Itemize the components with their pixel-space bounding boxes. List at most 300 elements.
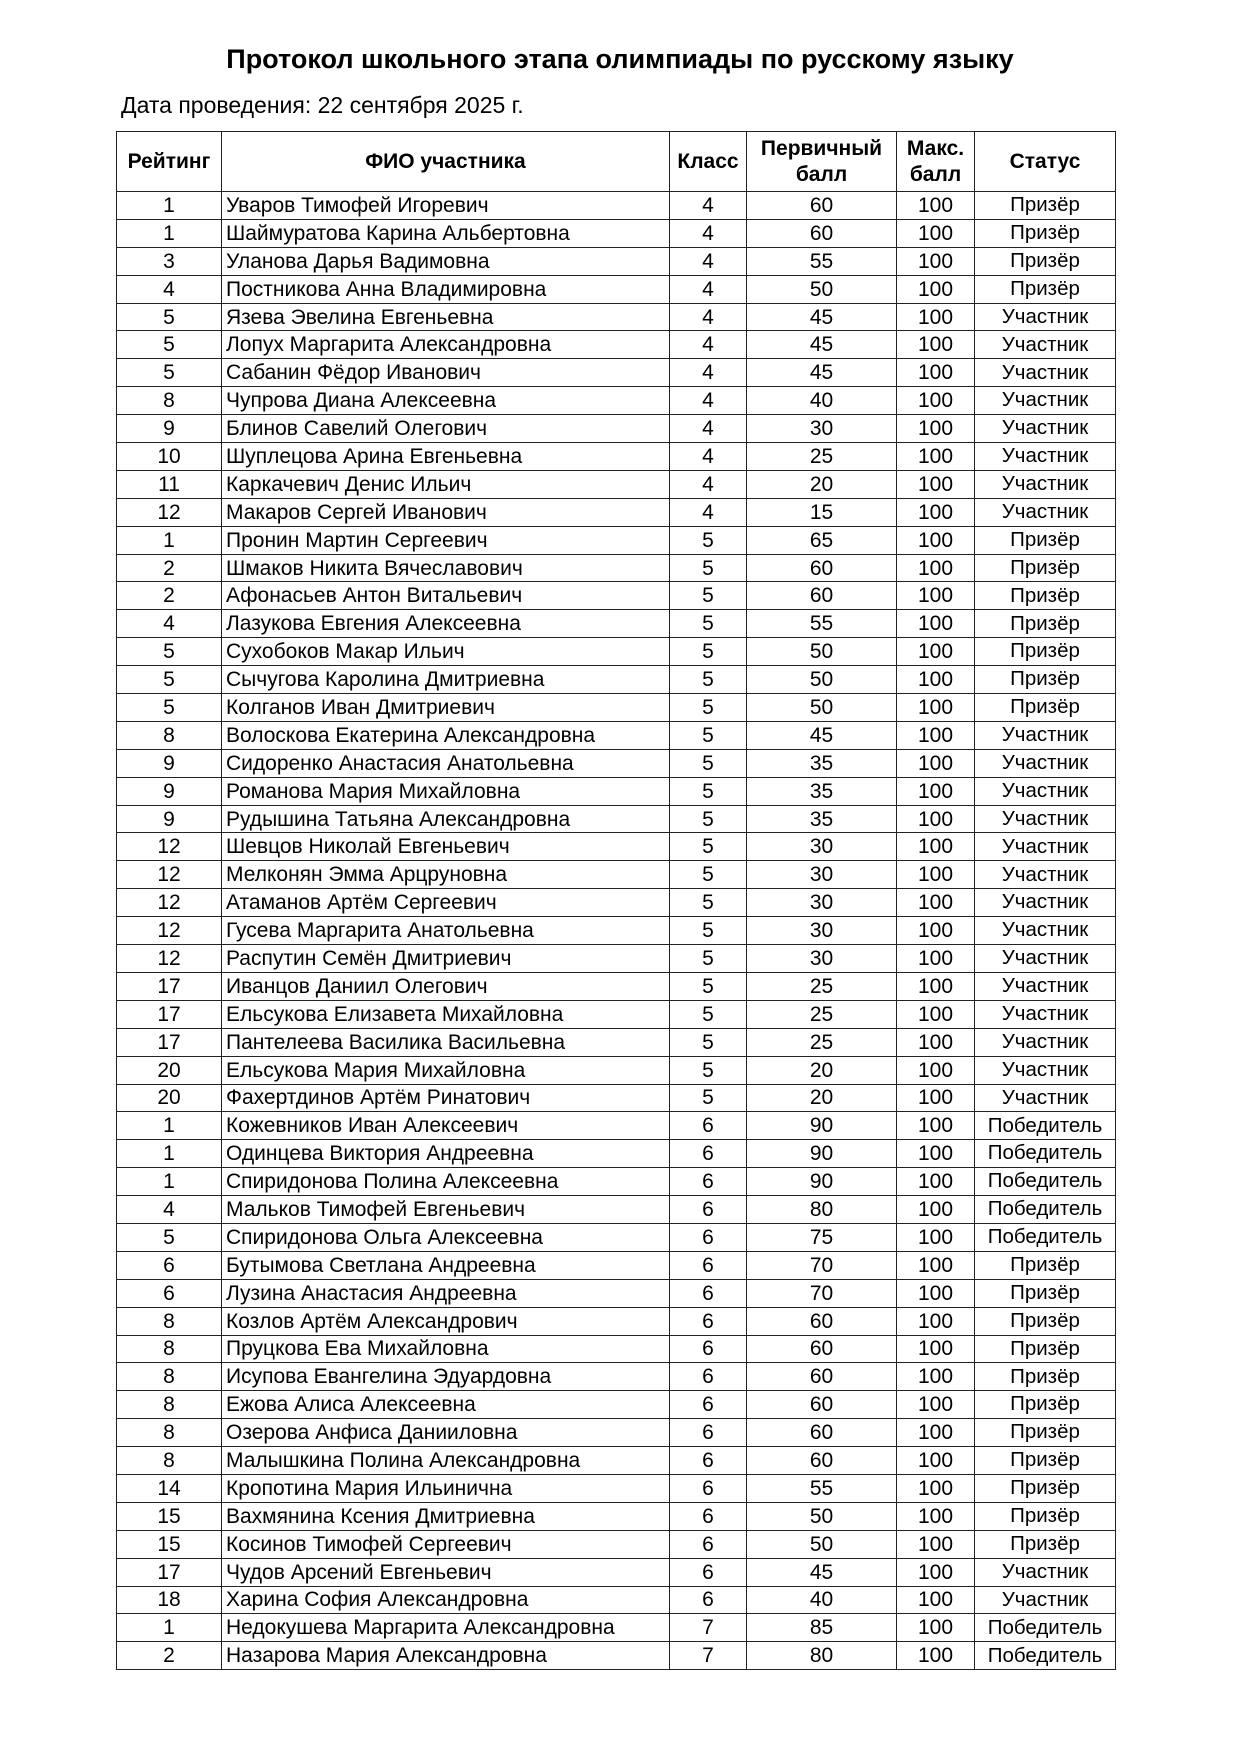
cell-score: 20 xyxy=(747,1056,897,1084)
cell-class: 6 xyxy=(670,1251,747,1279)
cell-max: 100 xyxy=(897,1196,975,1224)
cell-max: 100 xyxy=(897,666,975,694)
cell-class: 4 xyxy=(670,443,747,471)
cell-rank: 2 xyxy=(117,1642,222,1670)
cell-rank: 9 xyxy=(117,749,222,777)
cell-status: Призёр xyxy=(975,582,1116,610)
cell-name: Харина София Александровна xyxy=(222,1586,670,1614)
cell-class: 5 xyxy=(670,889,747,917)
table-row xyxy=(117,247,1116,275)
cell-score: 60 xyxy=(747,192,897,220)
cell-max: 100 xyxy=(897,1614,975,1642)
cell-class: 6 xyxy=(670,1474,747,1502)
cell-score: 45 xyxy=(747,359,897,387)
cell-rank: 8 xyxy=(117,721,222,749)
table-row xyxy=(117,638,1116,666)
cell-max: 100 xyxy=(897,889,975,917)
cell-status: Победитель xyxy=(975,1196,1116,1224)
cell-rank: 1 xyxy=(117,1112,222,1140)
cell-class: 4 xyxy=(670,331,747,359)
cell-class: 6 xyxy=(670,1279,747,1307)
cell-score: 60 xyxy=(747,1447,897,1475)
cell-name: Исупова Евангелина Эдуардовна xyxy=(222,1363,670,1391)
cell-class: 5 xyxy=(670,917,747,945)
cell-rank: 12 xyxy=(117,861,222,889)
cell-class: 4 xyxy=(670,303,747,331)
cell-class: 6 xyxy=(670,1335,747,1363)
cell-name: Косинов Тимофей Сергеевич xyxy=(222,1530,670,1558)
cell-name: Атаманов Артём Сергеевич xyxy=(222,889,670,917)
table-row xyxy=(117,1474,1116,1502)
cell-score: 30 xyxy=(747,945,897,973)
cell-score: 60 xyxy=(747,582,897,610)
cell-rank: 8 xyxy=(117,1363,222,1391)
cell-status: Призёр xyxy=(975,1363,1116,1391)
cell-class: 6 xyxy=(670,1502,747,1530)
cell-max: 100 xyxy=(897,1586,975,1614)
cell-max: 100 xyxy=(897,526,975,554)
cell-class: 5 xyxy=(670,945,747,973)
table-row xyxy=(117,1391,1116,1419)
cell-rank: 1 xyxy=(117,1614,222,1642)
cell-class: 4 xyxy=(670,247,747,275)
cell-class: 4 xyxy=(670,387,747,415)
cell-class: 6 xyxy=(670,1586,747,1614)
cell-rank: 20 xyxy=(117,1056,222,1084)
cell-name: Вахмянина Ксения Дмитриевна xyxy=(222,1502,670,1530)
cell-rank: 9 xyxy=(117,415,222,443)
cell-name: Гусева Маргарита Анатольевна xyxy=(222,917,670,945)
cell-name: Сабанин Фёдор Иванович xyxy=(222,359,670,387)
cell-status: Призёр xyxy=(975,1335,1116,1363)
cell-score: 70 xyxy=(747,1251,897,1279)
table-row xyxy=(117,1363,1116,1391)
cell-status: Победитель xyxy=(975,1112,1116,1140)
cell-status: Призёр xyxy=(975,610,1116,638)
cell-class: 5 xyxy=(670,721,747,749)
cell-class: 4 xyxy=(670,275,747,303)
cell-name: Спиридонова Ольга Алексеевна xyxy=(222,1223,670,1251)
table-row xyxy=(117,749,1116,777)
cell-rank: 17 xyxy=(117,1558,222,1586)
cell-name: Шуплецова Арина Евгеньевна xyxy=(222,443,670,471)
cell-score: 15 xyxy=(747,498,897,526)
cell-class: 5 xyxy=(670,694,747,722)
cell-status: Участник xyxy=(975,1586,1116,1614)
cell-score: 25 xyxy=(747,1028,897,1056)
cell-rank: 11 xyxy=(117,470,222,498)
cell-max: 100 xyxy=(897,582,975,610)
cell-status: Участник xyxy=(975,359,1116,387)
cell-max: 100 xyxy=(897,721,975,749)
cell-name: Недокушева Маргарита Александровна xyxy=(222,1614,670,1642)
cell-class: 5 xyxy=(670,861,747,889)
cell-status: Участник xyxy=(975,1558,1116,1586)
cell-rank: 12 xyxy=(117,498,222,526)
table-row xyxy=(117,1223,1116,1251)
results-table xyxy=(116,131,1116,1670)
header-status: Статус xyxy=(975,132,1116,192)
cell-max: 100 xyxy=(897,443,975,471)
cell-name: Блинов Савелий Олегович xyxy=(222,415,670,443)
cell-max: 100 xyxy=(897,1168,975,1196)
cell-status: Участник xyxy=(975,833,1116,861)
table-row xyxy=(117,582,1116,610)
cell-class: 6 xyxy=(670,1140,747,1168)
cell-status: Участник xyxy=(975,331,1116,359)
cell-status: Участник xyxy=(975,889,1116,917)
cell-class: 6 xyxy=(670,1363,747,1391)
cell-score: 45 xyxy=(747,331,897,359)
cell-max: 100 xyxy=(897,303,975,331)
header-rank: Рейтинг xyxy=(117,132,222,192)
cell-score: 80 xyxy=(747,1642,897,1670)
cell-class: 5 xyxy=(670,666,747,694)
cell-status: Участник xyxy=(975,945,1116,973)
table-row xyxy=(117,610,1116,638)
cell-status: Участник xyxy=(975,721,1116,749)
table-row xyxy=(117,1335,1116,1363)
cell-status: Призёр xyxy=(975,1474,1116,1502)
cell-name: Кожевников Иван Алексеевич xyxy=(222,1112,670,1140)
cell-name: Сычугова Каролина Дмитриевна xyxy=(222,666,670,694)
table-row xyxy=(117,1502,1116,1530)
cell-class: 6 xyxy=(670,1112,747,1140)
cell-score: 25 xyxy=(747,972,897,1000)
cell-max: 100 xyxy=(897,1642,975,1670)
cell-status: Участник xyxy=(975,1084,1116,1112)
cell-max: 100 xyxy=(897,415,975,443)
cell-score: 60 xyxy=(747,554,897,582)
cell-name: Шевцов Николай Евгеньевич xyxy=(222,833,670,861)
cell-name: Чудов Арсений Евгеньевич xyxy=(222,1558,670,1586)
table-row xyxy=(117,498,1116,526)
header-class: Класс xyxy=(670,132,747,192)
cell-name: Язева Эвелина Евгеньевна xyxy=(222,303,670,331)
table-row xyxy=(117,666,1116,694)
cell-class: 4 xyxy=(670,470,747,498)
cell-rank: 10 xyxy=(117,443,222,471)
table-row xyxy=(117,192,1116,220)
cell-score: 60 xyxy=(747,1363,897,1391)
cell-name: Лопух Маргарита Александровна xyxy=(222,331,670,359)
table-row xyxy=(117,972,1116,1000)
cell-name: Афонасьев Антон Витальевич xyxy=(222,582,670,610)
cell-name: Колганов Иван Дмитриевич xyxy=(222,694,670,722)
cell-class: 5 xyxy=(670,638,747,666)
cell-max: 100 xyxy=(897,1279,975,1307)
cell-max: 100 xyxy=(897,1391,975,1419)
table-row xyxy=(117,1586,1116,1614)
cell-class: 5 xyxy=(670,833,747,861)
cell-name: Одинцева Виктория Андреевна xyxy=(222,1140,670,1168)
cell-name: Ельсукова Елизавета Михайловна xyxy=(222,1000,670,1028)
cell-max: 100 xyxy=(897,1307,975,1335)
table-row xyxy=(117,945,1116,973)
table-row xyxy=(117,1614,1116,1642)
header-max: Макс. балл xyxy=(897,132,975,192)
cell-status: Призёр xyxy=(975,275,1116,303)
header-name: ФИО участника xyxy=(222,132,670,192)
cell-status: Призёр xyxy=(975,1447,1116,1475)
cell-score: 35 xyxy=(747,749,897,777)
cell-status: Участник xyxy=(975,498,1116,526)
cell-status: Победитель xyxy=(975,1642,1116,1670)
cell-score: 60 xyxy=(747,1335,897,1363)
cell-class: 4 xyxy=(670,415,747,443)
header-score: Первичный балл xyxy=(747,132,897,192)
cell-score: 55 xyxy=(747,247,897,275)
cell-max: 100 xyxy=(897,1000,975,1028)
cell-class: 5 xyxy=(670,972,747,1000)
cell-score: 45 xyxy=(747,1558,897,1586)
table-row xyxy=(117,833,1116,861)
cell-name: Постникова Анна Владимировна xyxy=(222,275,670,303)
cell-max: 100 xyxy=(897,1530,975,1558)
cell-rank: 15 xyxy=(117,1530,222,1558)
cell-status: Призёр xyxy=(975,1502,1116,1530)
cell-class: 5 xyxy=(670,526,747,554)
cell-max: 100 xyxy=(897,945,975,973)
cell-score: 35 xyxy=(747,777,897,805)
table-row xyxy=(117,1251,1116,1279)
cell-max: 100 xyxy=(897,1363,975,1391)
cell-name: Лузина Анастасия Андреевна xyxy=(222,1279,670,1307)
cell-rank: 14 xyxy=(117,1474,222,1502)
cell-status: Победитель xyxy=(975,1140,1116,1168)
cell-class: 5 xyxy=(670,805,747,833)
table-row xyxy=(117,721,1116,749)
cell-score: 90 xyxy=(747,1168,897,1196)
cell-max: 100 xyxy=(897,694,975,722)
cell-rank: 15 xyxy=(117,1502,222,1530)
cell-score: 50 xyxy=(747,1530,897,1558)
cell-rank: 2 xyxy=(117,582,222,610)
cell-status: Участник xyxy=(975,470,1116,498)
cell-score: 25 xyxy=(747,443,897,471)
cell-rank: 1 xyxy=(117,526,222,554)
table-row xyxy=(117,1279,1116,1307)
cell-rank: 5 xyxy=(117,359,222,387)
cell-name: Шмаков Никита Вячеславович xyxy=(222,554,670,582)
cell-score: 90 xyxy=(747,1112,897,1140)
cell-name: Каркачевич Денис Ильич xyxy=(222,470,670,498)
cell-max: 100 xyxy=(897,833,975,861)
cell-status: Участник xyxy=(975,972,1116,1000)
cell-status: Призёр xyxy=(975,638,1116,666)
cell-class: 5 xyxy=(670,777,747,805)
cell-name: Макаров Сергей Иванович xyxy=(222,498,670,526)
cell-status: Участник xyxy=(975,443,1116,471)
cell-class: 4 xyxy=(670,498,747,526)
table-row xyxy=(117,1000,1116,1028)
cell-score: 65 xyxy=(747,526,897,554)
cell-max: 100 xyxy=(897,247,975,275)
cell-name: Уланова Дарья Вадимовна xyxy=(222,247,670,275)
cell-rank: 12 xyxy=(117,917,222,945)
cell-name: Распутин Семён Дмитриевич xyxy=(222,945,670,973)
cell-class: 6 xyxy=(670,1168,747,1196)
cell-score: 30 xyxy=(747,833,897,861)
cell-max: 100 xyxy=(897,498,975,526)
cell-max: 100 xyxy=(897,1474,975,1502)
cell-max: 100 xyxy=(897,638,975,666)
cell-class: 6 xyxy=(670,1447,747,1475)
cell-rank: 18 xyxy=(117,1586,222,1614)
table-row xyxy=(117,1196,1116,1224)
cell-class: 4 xyxy=(670,192,747,220)
cell-max: 100 xyxy=(897,1558,975,1586)
table-row xyxy=(117,387,1116,415)
cell-rank: 12 xyxy=(117,833,222,861)
cell-score: 50 xyxy=(747,694,897,722)
table-row xyxy=(117,275,1116,303)
table-row xyxy=(117,1307,1116,1335)
cell-score: 60 xyxy=(747,1307,897,1335)
table-row xyxy=(117,526,1116,554)
cell-status: Участник xyxy=(975,1056,1116,1084)
cell-max: 100 xyxy=(897,1112,975,1140)
cell-status: Участник xyxy=(975,861,1116,889)
cell-name: Кропотина Мария Ильинична xyxy=(222,1474,670,1502)
table-row xyxy=(117,359,1116,387)
cell-class: 6 xyxy=(670,1558,747,1586)
cell-max: 100 xyxy=(897,554,975,582)
table-row xyxy=(117,917,1116,945)
cell-rank: 1 xyxy=(117,219,222,247)
cell-status: Участник xyxy=(975,1000,1116,1028)
cell-status: Призёр xyxy=(975,219,1116,247)
cell-max: 100 xyxy=(897,1447,975,1475)
table-row xyxy=(117,1168,1116,1196)
table-row xyxy=(117,1558,1116,1586)
cell-max: 100 xyxy=(897,1140,975,1168)
cell-status: Призёр xyxy=(975,526,1116,554)
cell-score: 50 xyxy=(747,638,897,666)
cell-score: 60 xyxy=(747,1391,897,1419)
cell-rank: 6 xyxy=(117,1251,222,1279)
cell-name: Ежова Алиса Алексеевна xyxy=(222,1391,670,1419)
cell-max: 100 xyxy=(897,331,975,359)
cell-name: Шаймуратова Карина Альбертовна xyxy=(222,219,670,247)
cell-rank: 9 xyxy=(117,777,222,805)
cell-status: Участник xyxy=(975,303,1116,331)
cell-rank: 2 xyxy=(117,554,222,582)
cell-rank: 4 xyxy=(117,1196,222,1224)
cell-rank: 8 xyxy=(117,1419,222,1447)
table-row xyxy=(117,331,1116,359)
cell-max: 100 xyxy=(897,192,975,220)
cell-max: 100 xyxy=(897,777,975,805)
table-header-row xyxy=(117,132,1116,192)
cell-class: 5 xyxy=(670,1056,747,1084)
cell-status: Участник xyxy=(975,917,1116,945)
cell-max: 100 xyxy=(897,219,975,247)
cell-status: Призёр xyxy=(975,1279,1116,1307)
cell-rank: 5 xyxy=(117,331,222,359)
cell-score: 30 xyxy=(747,917,897,945)
document-title: Протокол школьного этапа олимпиады по русскому языку xyxy=(226,44,1014,74)
cell-class: 6 xyxy=(670,1196,747,1224)
cell-max: 100 xyxy=(897,275,975,303)
cell-score: 70 xyxy=(747,1279,897,1307)
cell-status: Призёр xyxy=(975,554,1116,582)
table-row xyxy=(117,694,1116,722)
cell-max: 100 xyxy=(897,1335,975,1363)
cell-rank: 6 xyxy=(117,1279,222,1307)
cell-status: Участник xyxy=(975,415,1116,443)
cell-name: Козлов Артём Александрович xyxy=(222,1307,670,1335)
table-body xyxy=(117,192,1116,1670)
cell-name: Сидоренко Анастасия Анатольевна xyxy=(222,749,670,777)
cell-status: Участник xyxy=(975,387,1116,415)
cell-name: Чупрова Диана Алексеевна xyxy=(222,387,670,415)
cell-max: 100 xyxy=(897,749,975,777)
cell-name: Мелконян Эмма Арцруновна xyxy=(222,861,670,889)
cell-score: 75 xyxy=(747,1223,897,1251)
cell-max: 100 xyxy=(897,1223,975,1251)
cell-class: 6 xyxy=(670,1419,747,1447)
table-row xyxy=(117,1056,1116,1084)
cell-name: Пронин Мартин Сергеевич xyxy=(222,526,670,554)
cell-max: 100 xyxy=(897,470,975,498)
cell-max: 100 xyxy=(897,1084,975,1112)
table-row xyxy=(117,1530,1116,1558)
table-row xyxy=(117,1112,1116,1140)
cell-score: 55 xyxy=(747,610,897,638)
cell-name: Уваров Тимофей Игоревич xyxy=(222,192,670,220)
cell-name: Спиридонова Полина Алексеевна xyxy=(222,1168,670,1196)
cell-rank: 8 xyxy=(117,1307,222,1335)
cell-rank: 4 xyxy=(117,610,222,638)
cell-class: 5 xyxy=(670,749,747,777)
cell-status: Призёр xyxy=(975,694,1116,722)
table-row xyxy=(117,805,1116,833)
cell-rank: 17 xyxy=(117,1000,222,1028)
cell-status: Участник xyxy=(975,777,1116,805)
cell-rank: 5 xyxy=(117,694,222,722)
cell-name: Сухобоков Макар Ильич xyxy=(222,638,670,666)
cell-status: Участник xyxy=(975,1028,1116,1056)
cell-score: 30 xyxy=(747,861,897,889)
table-row xyxy=(117,470,1116,498)
cell-class: 5 xyxy=(670,554,747,582)
cell-status: Призёр xyxy=(975,1530,1116,1558)
cell-score: 60 xyxy=(747,219,897,247)
table-row xyxy=(117,1642,1116,1670)
cell-class: 6 xyxy=(670,1223,747,1251)
cell-class: 7 xyxy=(670,1642,747,1670)
table-row xyxy=(117,1140,1116,1168)
cell-score: 30 xyxy=(747,415,897,443)
cell-rank: 12 xyxy=(117,945,222,973)
cell-score: 85 xyxy=(747,1614,897,1642)
cell-rank: 1 xyxy=(117,1140,222,1168)
cell-rank: 3 xyxy=(117,247,222,275)
cell-score: 30 xyxy=(747,889,897,917)
cell-max: 100 xyxy=(897,610,975,638)
table-row xyxy=(117,415,1116,443)
cell-score: 45 xyxy=(747,721,897,749)
cell-name: Малышкина Полина Александровна xyxy=(222,1447,670,1475)
cell-score: 50 xyxy=(747,1502,897,1530)
cell-max: 100 xyxy=(897,861,975,889)
cell-rank: 5 xyxy=(117,1223,222,1251)
cell-status: Призёр xyxy=(975,1251,1116,1279)
cell-status: Призёр xyxy=(975,1307,1116,1335)
cell-class: 6 xyxy=(670,1391,747,1419)
cell-rank: 20 xyxy=(117,1084,222,1112)
